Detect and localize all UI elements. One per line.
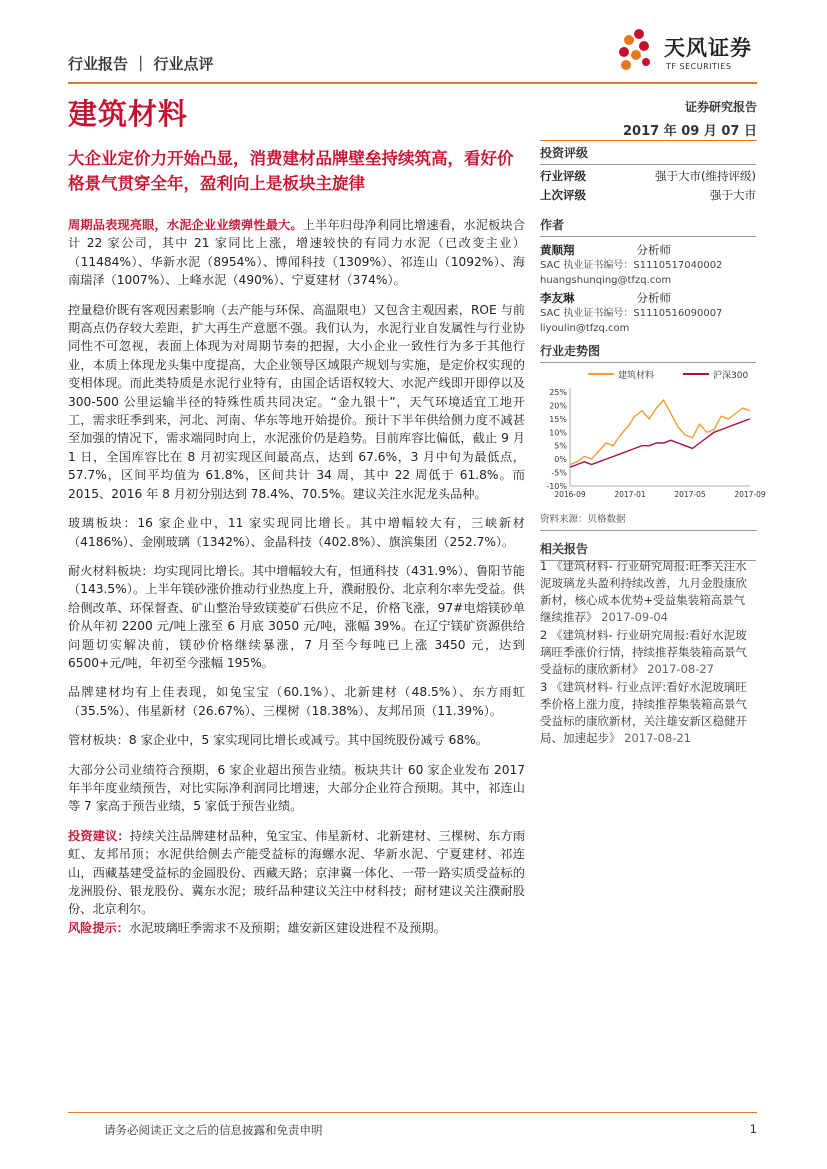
report-date: 2017 年 09 月 07 日 — [623, 124, 757, 139]
related-report-item[interactable] — [540, 558, 756, 626]
author-block — [540, 242, 756, 288]
rating-label: 行业评级 — [540, 169, 586, 183]
related-reports — [540, 558, 756, 748]
y-tick-label: -10% — [546, 482, 567, 491]
rating-value: 强于大市(维持评级) — [655, 169, 756, 183]
author-name: 黄顺翔 — [540, 243, 575, 257]
trend-section — [540, 342, 756, 363]
paragraph-glass: 玻璃板块：16 家企业中，11 家实现同比增长。其中增幅较大有，三峡新材（4186%）、金刚玻璃（1342%）、金晶科技（402.8%）、旗滨集团（252.7%）。 — [68, 516, 525, 549]
sidebar-top-divider — [540, 140, 757, 141]
series-line — [570, 400, 750, 464]
author-section — [540, 216, 756, 336]
investment-text: 持续关注品牌建材品种，兔宝宝、伟星新材、北新建材、三棵树、东方雨虹、友邦吊顶；水泥供给侧去产能受益标的海螺水泥、华新水泥、宁夏建材、祁连山，西藏基建受益标的金圆股份、西藏天路；京津冀一体化、一带一路实质受益标的龙洲股份、银龙股份、冀东水泥；玻纤品种建议关注中材科技；耐材建议关注濮耐股份、北京利尔。 — [68, 828, 526, 917]
related-report-date: 2017-08-27 — [647, 662, 714, 676]
legend-label: 沪深300 — [713, 371, 749, 381]
x-tick-label: 2017-05 — [674, 490, 706, 499]
paragraph-forecast: 大部分公司业绩符合预期，6 家企业超出预告业绩。板块共计 60 家企业发布 2017 年半年度业绩预告，对比实际净利润同比增速，大部分企业符合预期。其中，祁连山等 7 家高于预告业绩，5 家低于预告业绩。 — [68, 762, 525, 814]
x-tick-label: 2017-09 — [734, 490, 766, 499]
logo-en-text: TF SECURITIES — [666, 62, 732, 71]
paragraph-cement-summary — [68, 216, 525, 290]
related-report-item[interactable] — [540, 627, 756, 678]
risk-text: 水泥玻璃旺季需求不及预期；雄安新区建设进程不及预期。 — [128, 920, 446, 935]
logo-mark-icon — [612, 28, 658, 74]
related-header: 相关报告 — [540, 542, 589, 556]
x-tick-label: 2017-01 — [614, 490, 646, 499]
y-tick-label: 20% — [549, 401, 567, 411]
chart-divider — [540, 530, 757, 531]
paragraph-refractory: 耐火材料板块：均实现同比增长。其中增幅较大有，恒通科技（431.9%）、鲁阳节能（143.5%）。上半年镁砂涨价推动行业热度上升，濮耐股份、北京利尔率先受益。供给侧改革、环保督查、矿山整治导致镁菱矿石供应不足，价格飞涨，97#电熔镁砂单价从年初 2200 元/吨上涨至 6 月底 3050 元/吨，涨幅 39%。在辽宁镁矿资源供给问题切实解决前，镁砂价格继续暴涨，7 月至今每吨已上涨 3450 元，达到 6500+元/吨，年初至今涨幅 195%。 — [68, 563, 525, 670]
author-email[interactable]: liyoulin@tfzq.com — [540, 323, 630, 334]
y-tick-label: -5% — [551, 468, 567, 478]
footer-divider — [68, 1112, 757, 1113]
y-tick-label: 15% — [549, 414, 567, 424]
paragraph-cement-analysis: 控量稳价既有客观因素影响（去产能与环保、高温限电）又包含主观因素，ROE 与前期高点仍存较大差距，扩大再生产意愿不强。我们认为，水泥行业自发属性与行业协同性不可忽视，表面上体现为对周期节奏的把握，大小企业一致性行为多于其他行业，本质上体现龙头集中度提高，大企业领导区域限产规划与实施，是定价权实现的变相体现。而此类特质是水泥行业特有，由国企话语权较大、水泥产线即开即停以及 300-500 公里运输半径的特殊性质共同决定。“金九银十”，天气环境适宜工地开工，需求旺季到来，河北、河南、华东等地开始提价。预计下半年供给侧力度不减甚至加强的情况下，需求端同时向上，水泥涨价仍是趋势。目前库容比偏低，截止 9 月 1 日，全国库容比在 8 月初实现区间最高点，达到 67.6%，3 月中旬为最低点，57.7%，区间平均值为 61.8%，区间共计 34 周，其中 22 周低于 61.8%。而 2015、2016 年 8 月初分别达到 78.4%、70.5%。建议关注水泥龙头品种。 — [68, 302, 525, 501]
related-report-date: 2017-08-21 — [624, 731, 691, 745]
header-divider — [68, 82, 757, 84]
trend-header: 行业走势图 — [540, 344, 601, 358]
rating-section — [540, 144, 756, 205]
company-logo — [612, 28, 762, 78]
author-name: 李友琳 — [540, 291, 575, 305]
author-role: 分析师 — [636, 291, 671, 305]
page-number: 1 — [749, 1122, 757, 1136]
report-body — [68, 216, 525, 948]
y-tick-label: 0% — [554, 455, 567, 465]
rating-header: 投资评级 — [540, 146, 589, 160]
chart-source: 资料来源：贝格数据 — [540, 514, 626, 525]
author-email[interactable]: huangshunqing@tfzq.com — [540, 275, 672, 286]
author-sac: SAC 执业证书编号：S1110517040002 — [540, 260, 723, 271]
legend-label: 建筑材料 — [618, 371, 655, 381]
author-sac: SAC 执业证书编号：S1110516090007 — [540, 308, 723, 319]
paragraph-investment — [68, 827, 525, 919]
logo-cn-text: 天风证券 — [664, 36, 752, 60]
risk-label: 风险提示： — [68, 920, 129, 935]
prev-rating-value: 强于大市 — [710, 188, 756, 202]
paragraph-risk — [68, 919, 525, 937]
related-report-text: 2 《建筑材料- 行业研究周报:看好水泥玻璃旺季涨价行情，持续推荐集装箱高景气受益标的康欣新材》 — [540, 628, 747, 676]
report-title: 大企业定价力开始凸显，消费建材品牌壁垒持续筑高，看好价格景气贯穿全年，盈利向上是板块主旋律 — [68, 149, 514, 193]
paragraph-brand-materials: 品牌建材均有上佳表现，如兔宝宝（60.1%）、北新建材（48.5%）、东方雨虹（35.5%）、伟星新材（26.67%）、三棵树（18.38%）、友邦吊顶（11.39%）。 — [68, 685, 525, 718]
disclaimer-note: 请务必阅读正文之后的信息披露和免责申明 — [104, 1123, 323, 1137]
related-report-date: 2017-09-04 — [601, 610, 668, 624]
author-block — [540, 290, 756, 336]
paragraph-pipes: 管材板块：8 家企业中，5 家实现同比增长或减亏。其中国统股份减亏 68%。 — [68, 733, 488, 748]
investment-label: 投资建议： — [68, 828, 130, 843]
y-tick-label: 25% — [549, 388, 567, 397]
paragraph-lead: 周期品表现亮眼，水泥企业业绩弹性最大。 — [68, 218, 303, 232]
y-tick-label: 5% — [554, 441, 567, 451]
report-type: 证券研究报告 — [684, 100, 757, 114]
prev-rating-label: 上次评级 — [540, 188, 586, 202]
paragraph-text: 上半年归母净利同比增速看，水泥板块合计 22 家公司，其中 21 家同比上涨，增速较快的有同力水泥（已改变主业）（11484%）、华新水泥（8954%）、博闻科技（1309%）、祁连山（1092%）、海南瑞泽（1007%）、上峰水泥（490%）、宁夏建材（374%）。 — [68, 218, 526, 288]
prev-rating-row — [540, 186, 756, 205]
breadcrumb: 行业报告 ｜ 行业点评 — [68, 55, 214, 73]
industry-rating-row — [540, 167, 756, 186]
trend-chart — [540, 364, 766, 504]
industry-title: 建筑材料 — [68, 97, 189, 131]
series-line — [570, 419, 750, 467]
related-report-text: 3 《建筑材料- 行业点评:看好水泥玻璃旺季价格上涨力度，持续推荐集装箱高景气受益标的康欣新材，关注雄安新区稳健开局、加速起步》 — [540, 680, 747, 745]
related-report-text: 1 《建筑材料- 行业研究周报:旺季关注水泥玻璃龙头盈利持续改善，九月金股康欣新材，核心成本优势+受益集装箱高景气继续推荐》 — [540, 559, 747, 624]
y-tick-label: 10% — [549, 428, 567, 438]
related-report-item[interactable] — [540, 679, 756, 747]
x-tick-label: 2016-09 — [554, 490, 586, 499]
author-role: 分析师 — [636, 243, 671, 257]
author-header: 作者 — [540, 218, 565, 232]
